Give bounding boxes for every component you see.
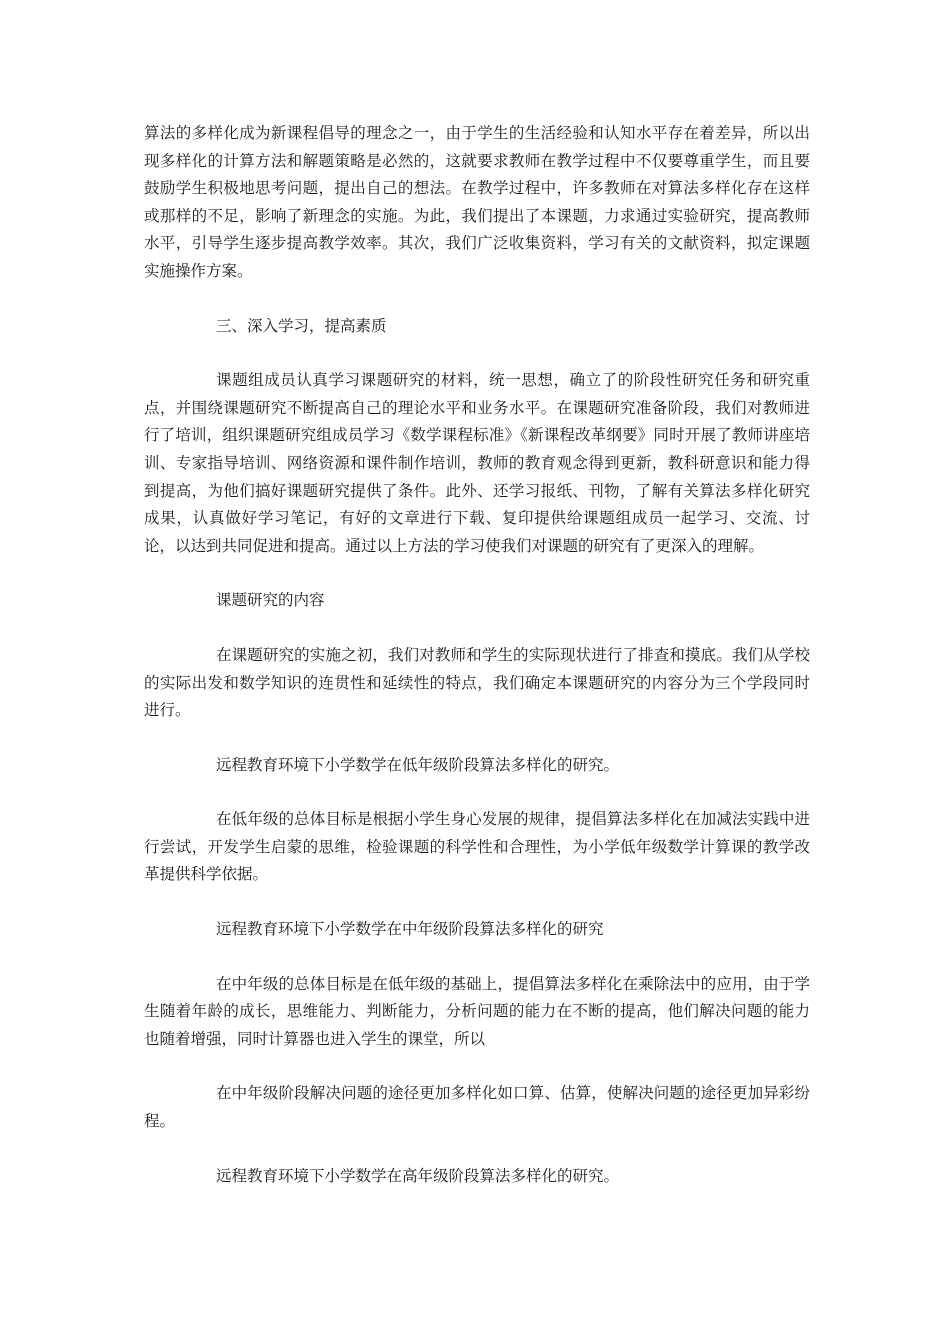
subheading-middle-grade: 远程教育环境下小学数学在中年级阶段算法多样化的研究 [216,920,604,939]
paragraph-middle-grade-cont: 在中年级阶段解决问题的途径更加多样化如口算、估算，使解决问题的途径更加异彩纷程。 [144,1084,810,1131]
paragraph-lower-grade: 在低年级的总体目标是根据小学生身心发展的规律，提倡算法多样化在加减法实践中进行尝试，开发学生启蒙的思维，检验课题的科学性和合理性，为小学低年级数学计算课的教学改革提供科学依据。 [144,810,810,884]
paragraph-study: 课题组成员认真学习课题研究的材料，统一思想，确立了的阶段性研究任务和研究重点，并围绕课题研究不断提高自己的理论水平和业务水平。在课题研究准备阶段，我们对教师进行了培训，组织课题研究组成员学习《数学课程标准》《新课程改革纲要》同时开展了教师讲座培训、专家指导培训、网络资源和课件制作培训，教师的教育观念得到更新，教科研意识和能力得到提高，为他们搞好课题研究提供了条件。此外、还学习报纸、刊物，了解有关算法多样化研究成果，认真做好学习笔记，有好的文章进行下载、复印提供给课题组成员一起学习、交流、讨论，以达到共同促进和提高。通过以上方法的学习使我们对课题的研究有了更深入的理解。 [144,371,810,555]
document-body [144,120,810,1217]
section-heading-3: 三、深入学习，提高素质 [216,316,387,335]
paragraph-middle-grade: 在中年级的总体目标是在低年级的基础上，提倡算法多样化在乘除法中的应用，由于学生随着年龄的成长，思维能力、判断能力，分析问题的能力在不断的提高，他们解决问题的能力也随着增强，同时计算器也进入学生的课堂，所以 [144,974,810,1048]
paragraph-intro: 算法的多样化成为新课程倡导的理念之一，由于学生的生活经验和认知水平存在着差异，所以出现多样化的计算方法和解题策略是必然的，这就要求教师在教学过程中不仅要尊重学生，而且要鼓励学生积极地思考问题，提出自己的想法。在教学过程中，许多教师在对算法多样化存在这样或那样的不足，影响了新理念的实施。为此，我们提出了本课题，力求通过实验研究，提高教师水平，引导学生逐步提高教学效率。其次，我们广泛收集资料，学习有关的文献资料，拟定课题实施操作方案。 [144,124,810,280]
section-heading-content: 课题研究的内容 [216,591,325,610]
subheading-upper-grade: 远程教育环境下小学数学在高年级阶段算法多样化的研究。 [216,1166,620,1185]
subheading-lower-grade: 远程教育环境下小学数学在低年级阶段算法多样化的研究。 [216,755,620,774]
paragraph-content: 在课题研究的实施之初，我们对教师和学生的实际现状进行了排查和摸底。我们从学校的实际出发和数学知识的连贯性和延续性的特点，我们确定本课题研究的内容分为三个学段同时进行。 [144,645,810,720]
